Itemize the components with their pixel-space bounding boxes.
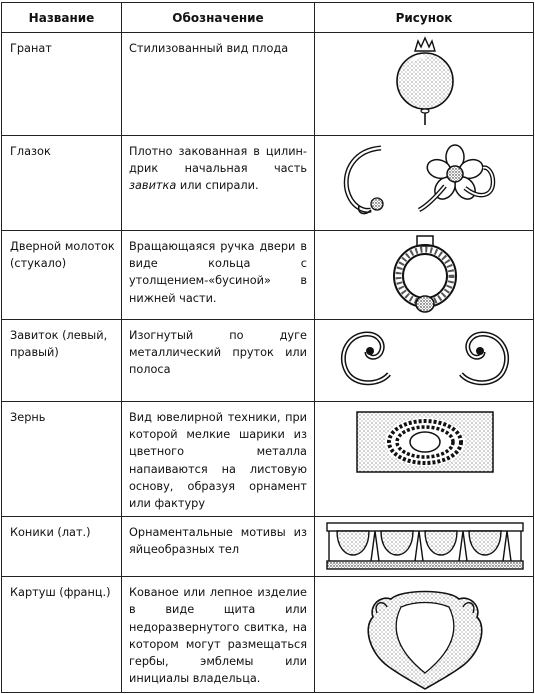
row-picture <box>315 33 534 136</box>
row-name: Гранат <box>2 33 122 136</box>
row-description: Вид ювелирной техники, при которой мелкие шарики из цветного металла напаиваются на листовую основу, образуя орнамент или фактуру <box>122 402 315 517</box>
table-row <box>2 517 534 577</box>
row-description: Стилизованный вид плода <box>122 33 315 136</box>
header-name: Название <box>2 3 122 33</box>
table-row <box>2 231 534 320</box>
row-description: Орнаментальные мотивы из яйцеобразных тел <box>122 517 315 577</box>
table-row <box>2 33 534 136</box>
row-name: Завиток (левый, правый) <box>2 320 122 402</box>
row-picture <box>315 320 534 402</box>
row-picture <box>315 402 534 517</box>
egg-molding-icon <box>315 517 534 577</box>
row-description: Вращающаяся ручка двери в виде кольца с утолщением-«бусиной» в нижней части. <box>122 231 315 320</box>
row-picture <box>315 231 534 320</box>
table-row <box>2 402 534 517</box>
terms-table <box>1 2 534 693</box>
header-designation: Обозначение <box>122 3 315 33</box>
row-description: Плотно закованная в цилиндрик начальная часть завитка или спирали. <box>122 136 315 231</box>
header-row <box>2 3 534 33</box>
eyelet-curl-icon <box>315 136 534 231</box>
granulation-icon <box>315 402 534 498</box>
table-row <box>2 577 534 693</box>
table-row <box>2 320 534 402</box>
pomegranate-icon <box>315 33 534 136</box>
row-name: Зернь <box>2 402 122 517</box>
row-picture <box>315 517 534 577</box>
door-knocker-icon <box>315 231 534 320</box>
row-picture <box>315 136 534 231</box>
cartouche-icon <box>315 577 534 693</box>
row-name: Глазок <box>2 136 122 231</box>
row-description: Кованое или лепное изделие в виде щита или недоразвернутого свитка, на котором могут размещаться гербы, эмблемы или инициалы владельца. <box>122 577 315 693</box>
scroll-curl-icon <box>315 320 534 402</box>
row-picture <box>315 577 534 693</box>
header-picture: Рисунок <box>315 3 534 33</box>
table-row <box>2 136 534 231</box>
row-name: Картуш (франц.) <box>2 577 122 693</box>
row-name: Дверной молоток (стукало) <box>2 231 122 320</box>
row-name: Коники (лат.) <box>2 517 122 577</box>
row-description: Изогнутый по дуге металлический пруток или полоса <box>122 320 315 402</box>
